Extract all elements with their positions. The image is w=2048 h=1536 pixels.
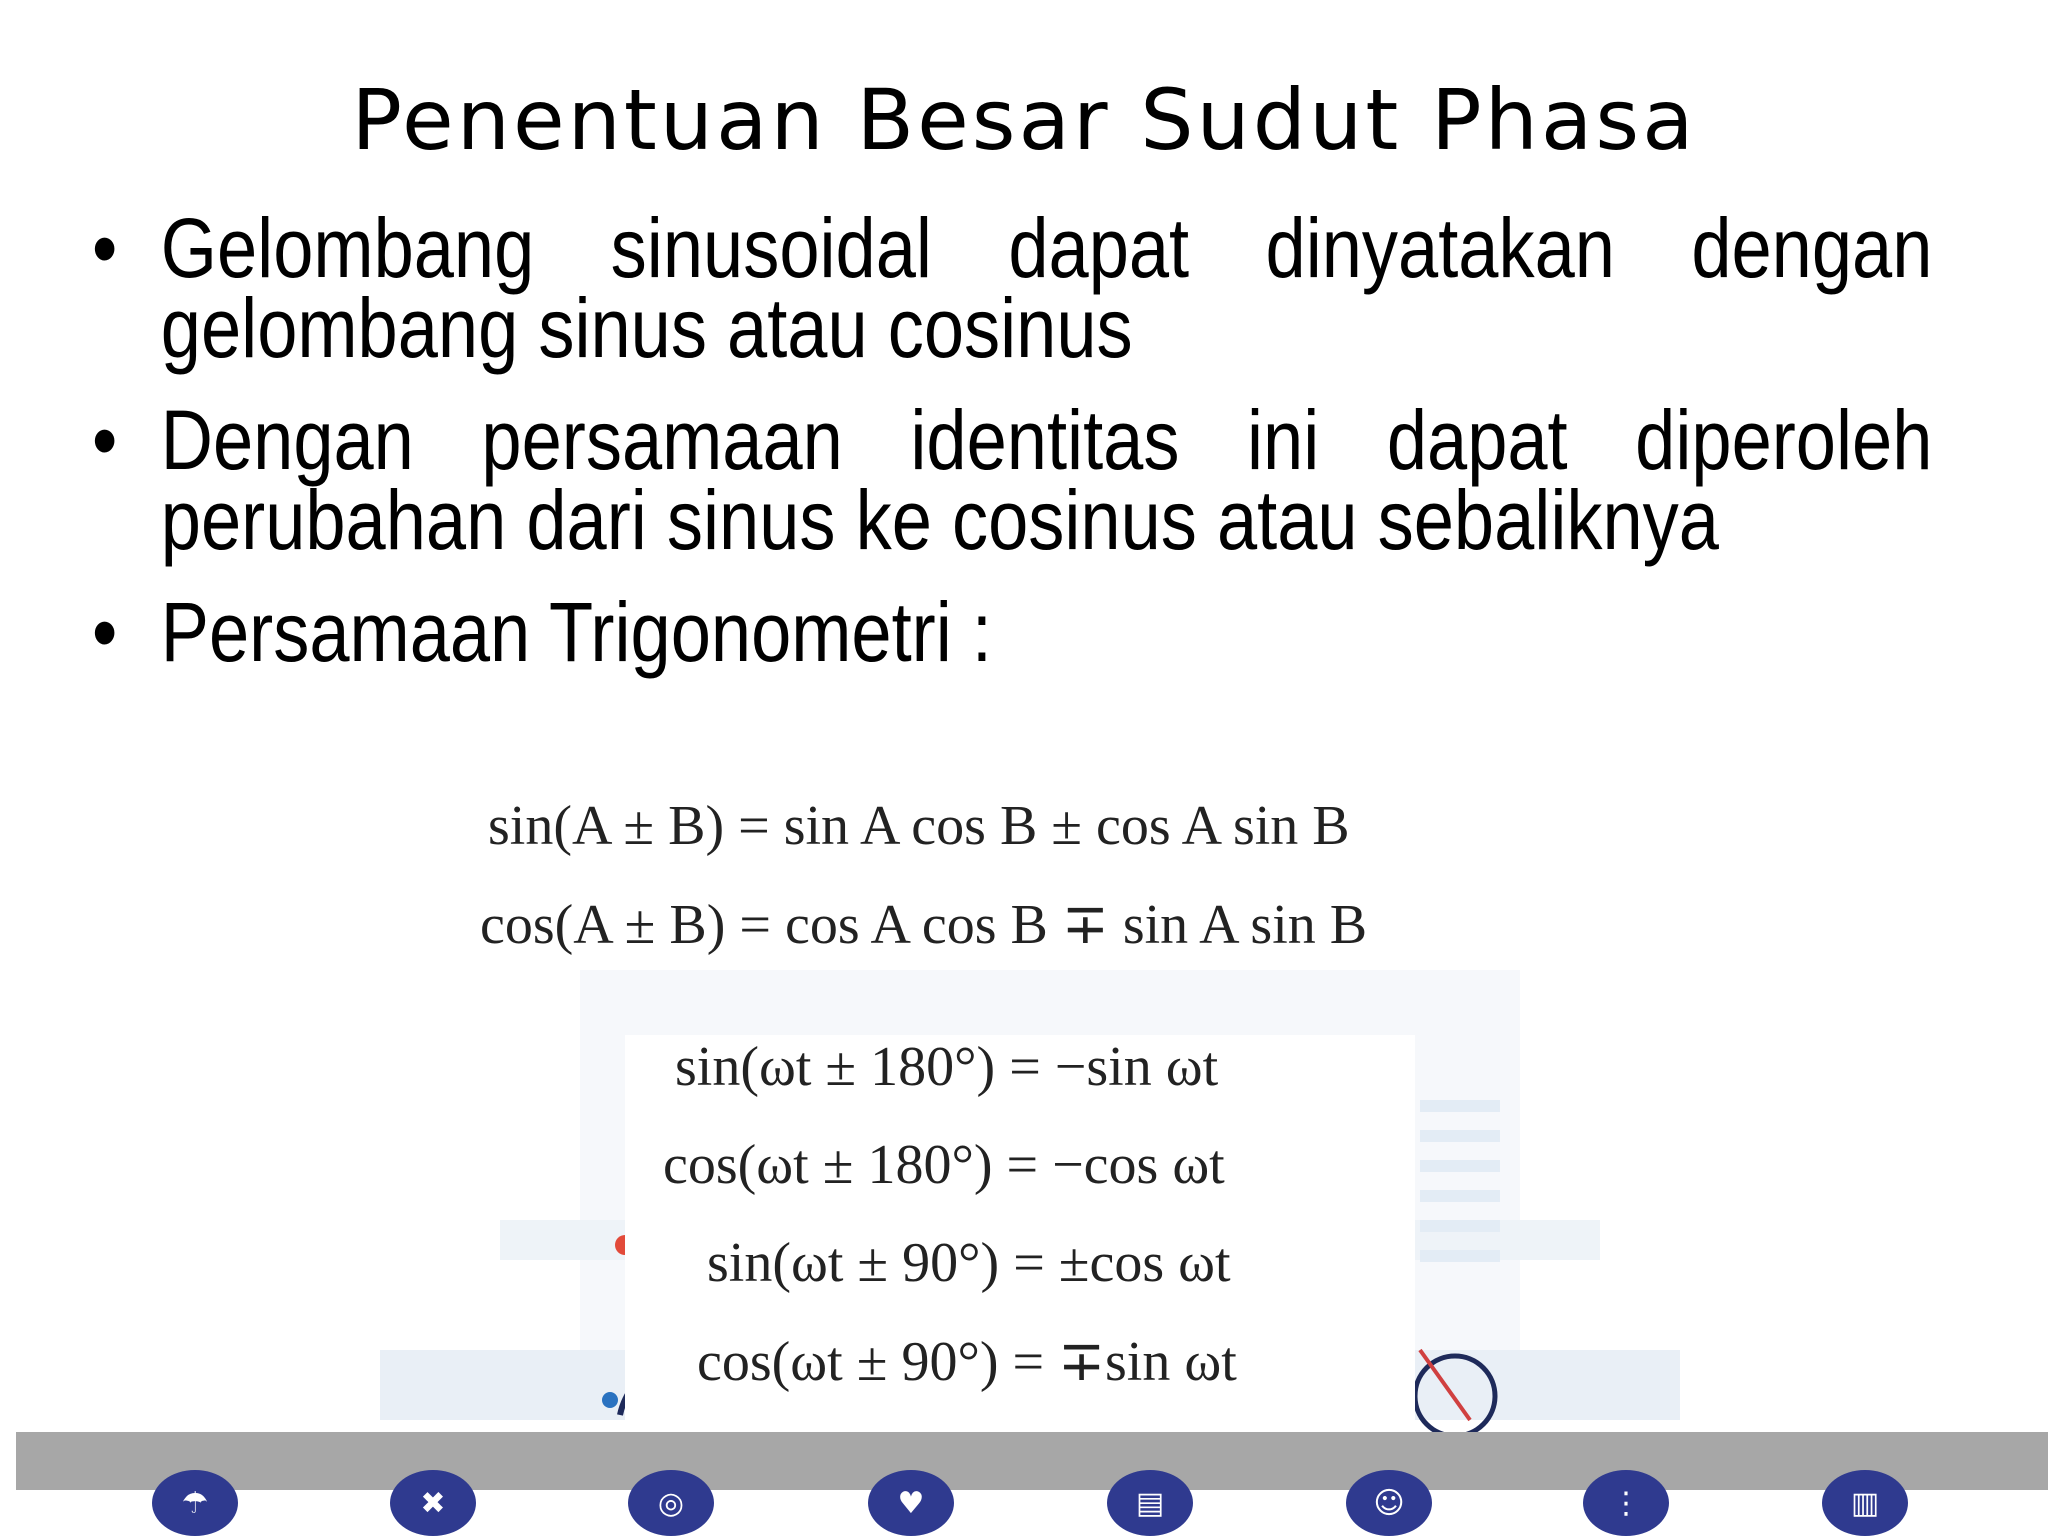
bullet-item	[92, 201, 1933, 375]
equation-row: sin(ωt ± 180°) = −sin ωt	[675, 1036, 1219, 1098]
tools-icon[interactable]: ✖	[390, 1470, 476, 1536]
bullet-text: Dengan persamaan identitas ini dapat diperoleh perubahan dari sinus ke cosinus atau sebaliknya	[160, 393, 1933, 567]
equation-rhs: sin A cos B ± cos A sin B	[783, 795, 1350, 857]
equation-row: cos(ωt ± 90°) = ∓sin ωt	[697, 1331, 1237, 1393]
people-icon[interactable]: ☺	[1346, 1470, 1432, 1536]
heart-icon[interactable]: ♥	[868, 1470, 954, 1536]
bullet-text: Gelombang sinusoidal dapat dinyatakan dengan gelombang sinus atau cosinus	[160, 201, 1933, 375]
equation-rhs: cos A cos B ∓ sin A sin B	[784, 894, 1368, 956]
equation-rhs: ∓sin ωt	[1058, 1331, 1237, 1393]
bullet-dot: •	[92, 393, 118, 487]
equation-lhs: sin(ωt ± 90°)	[707, 1232, 1000, 1294]
traffic-light-icon[interactable]: ⋮	[1583, 1470, 1669, 1536]
equation-lhs: sin(A ± B)	[488, 795, 725, 857]
slide-title: Penentuan Besar Sudut Phasa	[351, 71, 1697, 169]
equation-rhs: ±cos ωt	[1058, 1232, 1231, 1294]
equation-block-phase-shift	[625, 1035, 1415, 1430]
equation-lhs: cos(ωt ± 180°)	[663, 1134, 993, 1196]
equation-row: cos(ωt ± 180°) = −cos ωt	[663, 1134, 1225, 1196]
bullet-dot: •	[92, 201, 118, 295]
bullet-item	[92, 393, 1933, 567]
bullet-text: Persamaan Trigonometri :	[160, 585, 992, 679]
bullet-dot: •	[92, 585, 118, 679]
equation-rhs: −sin ωt	[1054, 1036, 1219, 1098]
equation-lhs: sin(ωt ± 180°)	[675, 1036, 996, 1098]
target-icon[interactable]: ◎	[628, 1470, 714, 1536]
equation-lhs: cos(ωt ± 90°)	[697, 1331, 999, 1393]
equation-row: sin(ωt ± 90°) = ±cos ωt	[707, 1232, 1231, 1294]
umbrella-icon[interactable]: ☂	[152, 1470, 238, 1536]
equation-lhs: cos(A ± B)	[480, 894, 726, 956]
equation-row: sin(A ± B) = sin A cos B ± cos A sin B	[488, 795, 1350, 857]
bottom-toolbar	[16, 1432, 2048, 1490]
equation-row: cos(A ± B) = cos A cos B ∓ sin A sin B	[480, 894, 1368, 956]
bullet-list	[92, 201, 1952, 704]
bullet-item	[92, 585, 1932, 679]
equation-rhs: −cos ωt	[1052, 1134, 1225, 1196]
building-icon[interactable]: ▥	[1822, 1470, 1908, 1536]
equation-block-sum-identities	[470, 790, 1570, 970]
document-icon[interactable]: ▤	[1107, 1470, 1193, 1536]
